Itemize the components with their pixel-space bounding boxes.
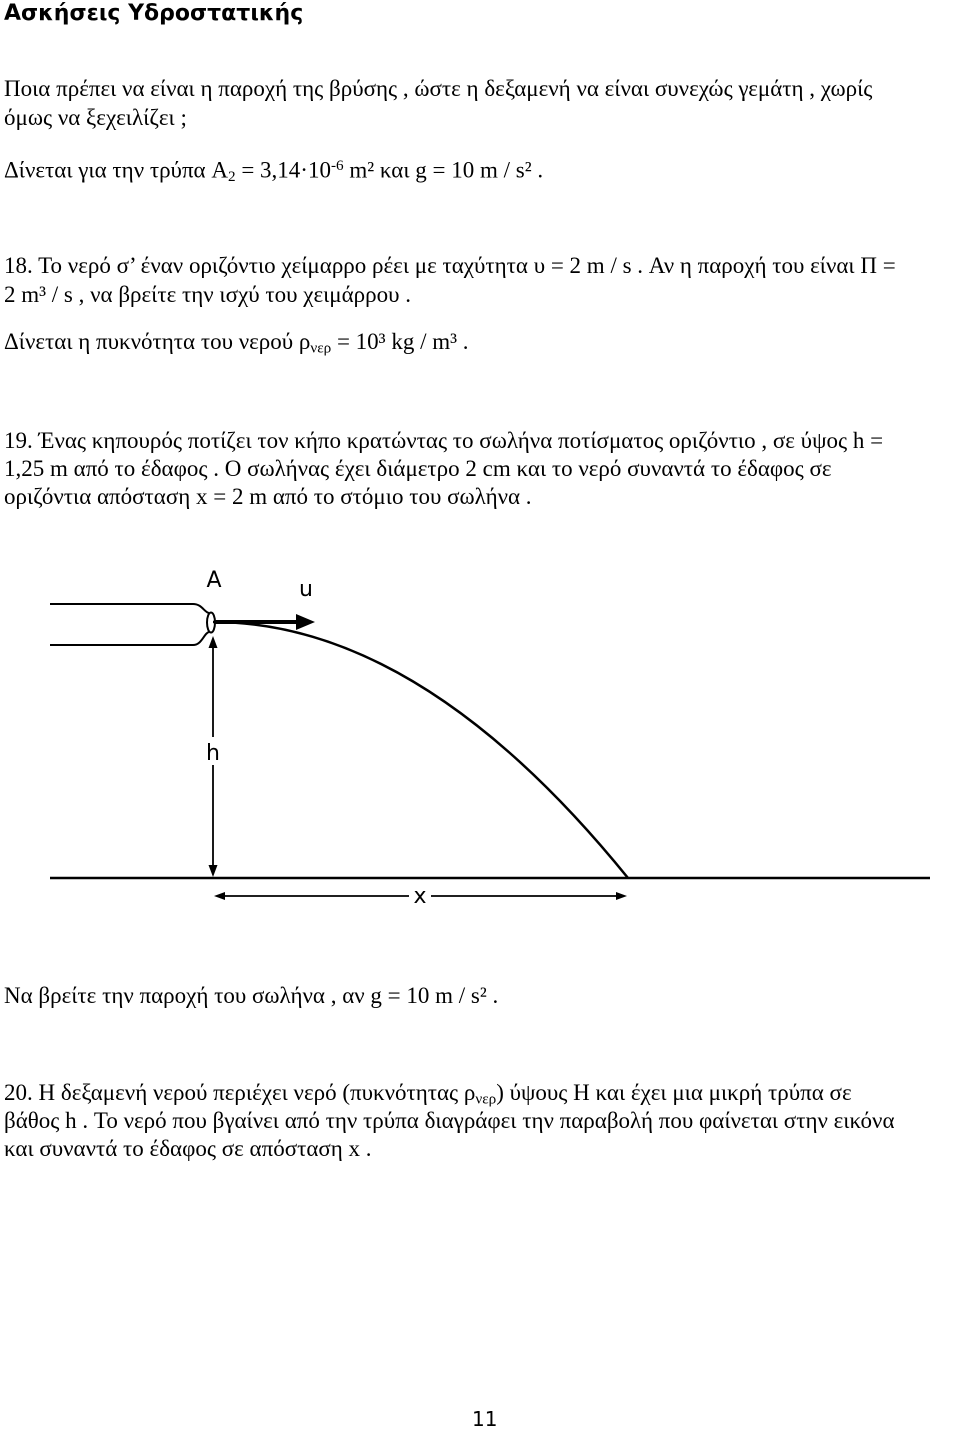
velocity-arrow-head [296, 614, 315, 630]
ex20-line1-prefix: 20. Η δεξαμενή νερού περιέχει νερό (πυκνότητας ρ [4, 1080, 476, 1105]
figure-label-u: u [299, 577, 313, 602]
ex17-given-prefix: Δίνεται για την τρύπα A [4, 157, 228, 183]
ex18-text-line-2: 2 m³ / s , να βρείτε την ισχύ του χειμάρρου . [4, 282, 412, 307]
ex18-given-prefix: Δίνεται η πυκνότητα του νερού ρ [4, 329, 311, 354]
ex20-line1-suffix: ) ύψους H και έχει μια μικρή τρύπα σε [496, 1080, 852, 1105]
figure-label-x: x [413, 884, 427, 909]
ex19-text-line-1: 19. Ένας κηπουρός ποτίζει τον κήπο κρατώντας το σωλήνα ποτίσματος οριζόντιο , σε ύψος h = [4, 428, 884, 453]
ex17-given-line [4, 151, 543, 191]
hose-bottom-edge [50, 632, 209, 645]
figure-label-h: h [206, 741, 220, 766]
exponent-superscript: -6 [330, 157, 344, 174]
ex20-text-line-3: και συναντά το έδαφος σε απόσταση x . [4, 1136, 372, 1161]
hose-top-edge [50, 604, 209, 613]
ex18-text-line-1: 18. Το νερό σ’ έναν οριζόντιο χείμαρρο ρέει με ταχύτητα υ = 2 m / s . Αν η παροχή του είναι Π = [4, 253, 896, 278]
ex18-given-suffix: = 10³ kg / m³ . [331, 329, 469, 354]
ex20-text-line-2: βάθος h . Το νερό που βγαίνει από την τρύπα διαγράφει την παραβολή που φαίνεται στην εικόνα [4, 1108, 895, 1133]
density-subscript: νερ [310, 339, 332, 357]
ex17-given-mid: = 3,14·10 [235, 157, 331, 183]
area-subscript: 2 [227, 167, 236, 185]
ex19-question: Να βρείτε την παροχή του σωλήνα , αν g = 10 m / s² . [4, 983, 499, 1008]
ex19-text-line-2: 1,25 m από το έδαφος . Ο σωλήνας έχει διάμετρο 2 cm και το νερό συναντά το έδαφος σε [4, 456, 832, 481]
ex19-text-line-3: οριζόντια απόσταση x = 2 m από το στόμιο του σωλήνα . [4, 484, 532, 509]
distance-arrow-left [214, 892, 225, 900]
page-number: 11 [472, 1407, 498, 1431]
water-trajectory-parabola [213, 622, 628, 878]
distance-arrow-right [616, 892, 627, 900]
ex17-text-line-2: όμως να ξεχειλίζει ; [4, 105, 187, 130]
page-title: Ασκήσεις Υδροστατικής [4, 1, 304, 26]
height-arrow-bottom [209, 865, 218, 877]
figure-label-a: A [206, 568, 222, 593]
height-arrow-top [209, 636, 218, 648]
density-subscript: νερ [475, 1090, 497, 1108]
ex18-given-line [4, 327, 469, 362]
hose-trajectory-figure [0, 550, 960, 920]
ex17-given-suffix: m² και g = 10 m / s² . [343, 157, 544, 183]
ex17-text-line-1: Ποια πρέπει να είναι η παροχή της βρύσης , ώστε η δεξαμενή να είναι συνεχώς γεμάτη , χωρίς [4, 76, 873, 101]
